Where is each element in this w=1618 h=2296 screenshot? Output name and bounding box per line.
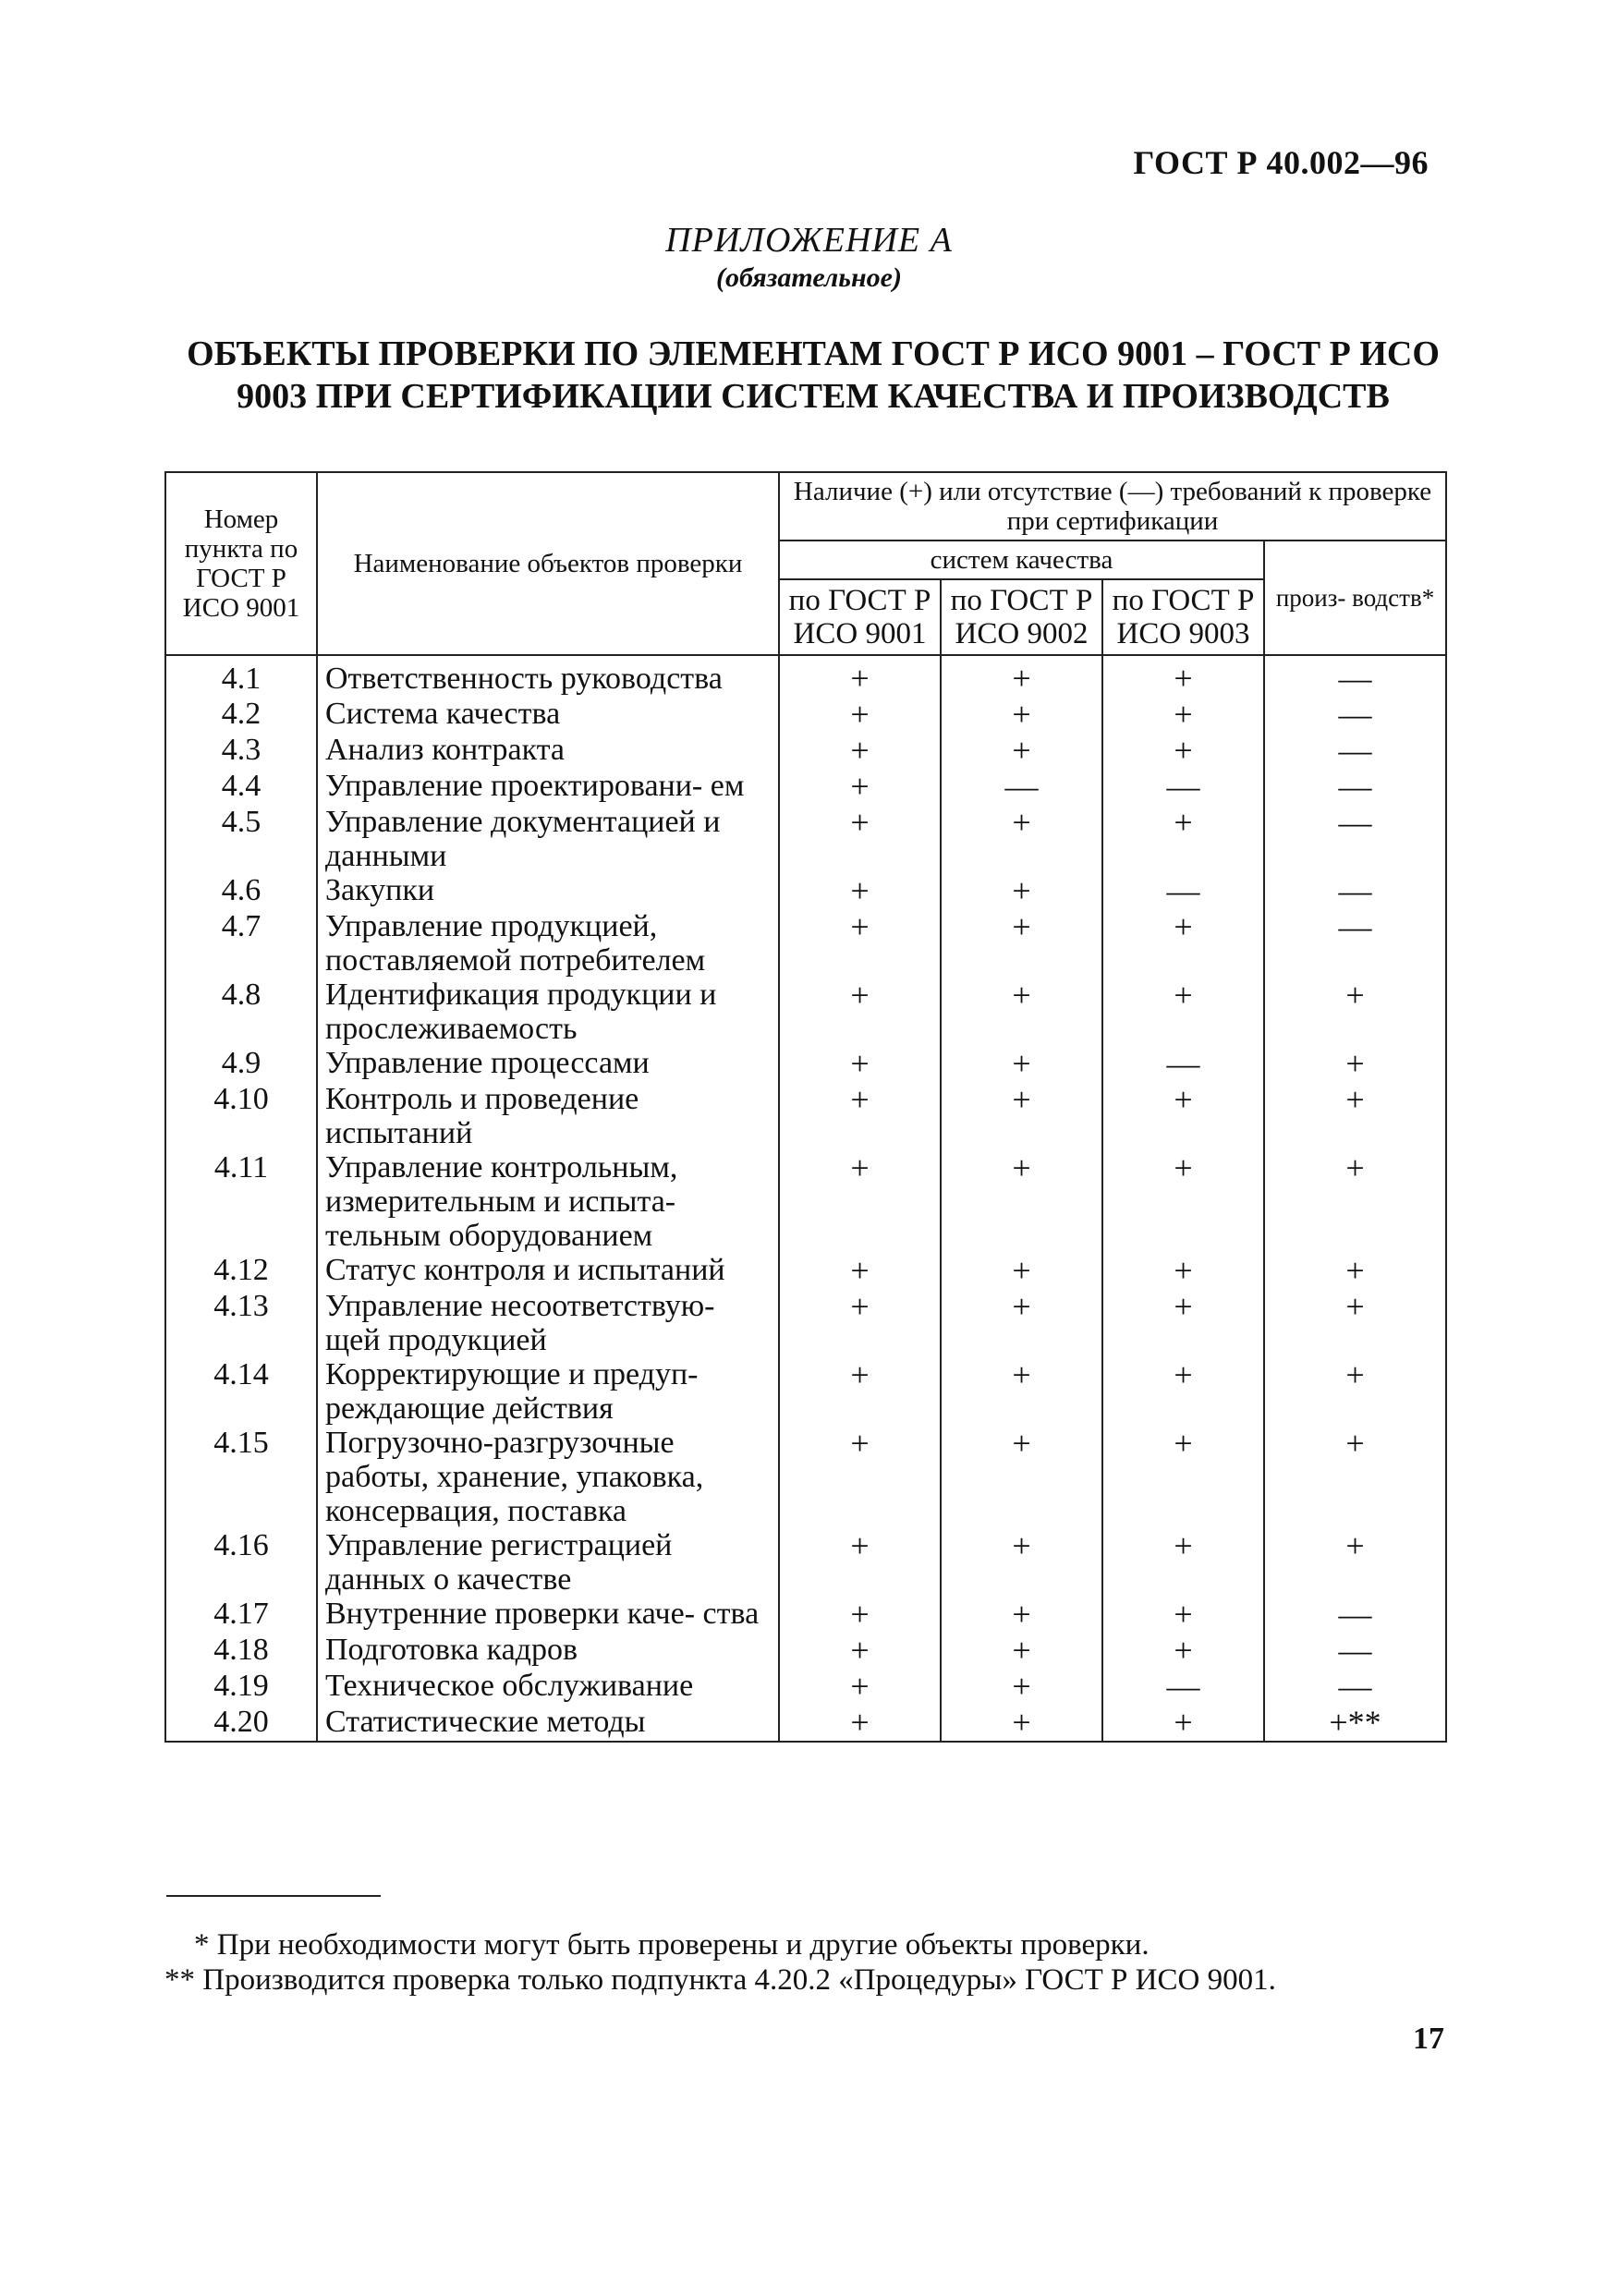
header-clause-number: Номер пункта по ГОСТ Р ИСО 9001: [165, 472, 317, 655]
mark-iso-9002: +: [941, 1426, 1102, 1528]
mark-iso-9001: +: [779, 1633, 941, 1669]
mark-iso-9003: +: [1102, 1597, 1264, 1633]
mark-iso-9003: +: [1102, 805, 1264, 873]
mark-iso-9001: +: [779, 873, 941, 909]
header-iso-9002: по ГОСТ Р ИСО 9002: [941, 579, 1102, 655]
mark-iso-9001: +: [779, 909, 941, 978]
mark-iso-9003: +: [1102, 1357, 1264, 1426]
mark-iso-9001: +: [779, 805, 941, 873]
mark-iso-9003: +: [1102, 733, 1264, 769]
mark-iso-9002: +: [941, 655, 1102, 697]
object-name: Идентификация продукции и прослеживаемость: [317, 978, 779, 1046]
document-title-line-1: ОБЪЕКТЫ ПРОВЕРКИ ПО ЭЛЕМЕНТАМ ГОСТ Р ИСО 9001 – ГОСТ Р ИСО: [187, 334, 1440, 373]
clause-number: 4.6: [165, 873, 317, 909]
mark-iso-9001: +: [779, 1253, 941, 1289]
object-name: Управление продукцией, поставляемой потребителем: [317, 909, 779, 978]
mark-production: +: [1264, 1082, 1446, 1150]
header-requirements-presence: Наличие (+) или отсутствие (—) требований к проверке при сертификации: [779, 472, 1446, 541]
header-iso-9001: по ГОСТ Р ИСО 9001: [779, 579, 941, 655]
table-row: [165, 697, 1446, 733]
mark-iso-9002: +: [941, 1633, 1102, 1669]
page-number: 17: [1413, 2022, 1444, 2056]
clause-number: 4.4: [165, 769, 317, 805]
mark-production: +: [1264, 1150, 1446, 1253]
mark-iso-9001: +: [779, 769, 941, 805]
mark-iso-9002: +: [941, 1289, 1102, 1357]
clause-number: 4.20: [165, 1705, 317, 1742]
header-iso-9003: по ГОСТ Р ИСО 9003: [1102, 579, 1264, 655]
clause-number: 4.14: [165, 1357, 317, 1426]
mark-iso-9002: +: [941, 1046, 1102, 1082]
mark-iso-9003: +: [1102, 1253, 1264, 1289]
clause-number: 4.13: [165, 1289, 317, 1357]
mark-iso-9003: +: [1102, 1426, 1264, 1528]
object-name: Техническое обслуживание: [317, 1669, 779, 1705]
mark-iso-9003: +: [1102, 909, 1264, 978]
object-name: Управление документацией и данными: [317, 805, 779, 873]
mark-iso-9003: +: [1102, 1150, 1264, 1253]
clause-number: 4.7: [165, 909, 317, 978]
table-row: [165, 1046, 1446, 1082]
mark-production: —: [1264, 805, 1446, 873]
table-row: [165, 805, 1446, 873]
mark-iso-9003: —: [1102, 873, 1264, 909]
clause-number: 4.12: [165, 1253, 317, 1289]
clause-number: 4.17: [165, 1597, 317, 1633]
mark-iso-9001: +: [779, 1357, 941, 1426]
object-name: Статус контроля и испытаний: [317, 1253, 779, 1289]
mark-iso-9001: +: [779, 1289, 941, 1357]
mark-iso-9002: —: [941, 769, 1102, 805]
mark-iso-9002: +: [941, 1150, 1102, 1253]
clause-number: 4.10: [165, 1082, 317, 1150]
mark-iso-9001: +: [779, 1426, 941, 1528]
inspection-objects-table: [164, 471, 1447, 1743]
mark-iso-9001: +: [779, 1597, 941, 1633]
mark-iso-9003: +: [1102, 978, 1264, 1046]
clause-number: 4.5: [165, 805, 317, 873]
mark-iso-9001: +: [779, 1669, 941, 1705]
mark-production: +: [1264, 1046, 1446, 1082]
table-row: [165, 655, 1446, 697]
clause-number: 4.3: [165, 733, 317, 769]
document-title-line-2: 9003 ПРИ СЕРТИФИКАЦИИ СИСТЕМ КАЧЕСТВА И ПРОИЗВОДСТВ: [237, 377, 1390, 416]
footnote-2: ** Производится проверка только подпункта 4.20.2 «Процедуры» ГОСТ Р ИСО 9001.: [164, 1963, 1276, 1997]
mark-iso-9002: +: [941, 1597, 1102, 1633]
object-name: Ответственность руководства: [317, 655, 779, 697]
table-row: [165, 1289, 1446, 1357]
mark-iso-9003: +: [1102, 1082, 1264, 1150]
table-row: [165, 1597, 1446, 1633]
mark-iso-9001: +: [779, 1082, 941, 1150]
mark-iso-9003: +: [1102, 697, 1264, 733]
table-row: [165, 1528, 1446, 1597]
clause-number: 4.11: [165, 1150, 317, 1253]
header-object-name: Наименование объектов проверки: [317, 472, 779, 655]
mark-production: +: [1264, 978, 1446, 1046]
object-name: Система качества: [317, 697, 779, 733]
table-row: [165, 1253, 1446, 1289]
mark-iso-9003: +: [1102, 1528, 1264, 1597]
table-row: [165, 978, 1446, 1046]
mark-iso-9001: +: [779, 697, 941, 733]
clause-number: 4.16: [165, 1528, 317, 1597]
mark-production: —: [1264, 697, 1446, 733]
object-name: Анализ контракта: [317, 733, 779, 769]
object-name: Внутренние проверки каче- ства: [317, 1597, 779, 1633]
document-code: ГОСТ Р 40.002—96: [1133, 144, 1429, 181]
table-row: [165, 1426, 1446, 1528]
object-name: Подготовка кадров: [317, 1633, 779, 1669]
document-title: [166, 333, 1460, 418]
mark-production: —: [1264, 655, 1446, 697]
clause-number: 4.1: [165, 655, 317, 697]
mark-iso-9002: +: [941, 1253, 1102, 1289]
mark-iso-9001: +: [779, 1528, 941, 1597]
mark-production: —: [1264, 1633, 1446, 1669]
clause-number: 4.18: [165, 1633, 317, 1669]
footnotes: [164, 1927, 1458, 1998]
mark-iso-9002: +: [941, 805, 1102, 873]
clause-number: 4.2: [165, 697, 317, 733]
mark-production: —: [1264, 1597, 1446, 1633]
mark-production: +**: [1264, 1705, 1446, 1742]
mark-iso-9001: +: [779, 1705, 941, 1742]
table-row: [165, 1357, 1446, 1426]
mark-production: +: [1264, 1426, 1446, 1528]
object-name: Управление контрольным, измерительным и испыта- тельным оборудованием: [317, 1150, 779, 1253]
mark-iso-9002: +: [941, 1705, 1102, 1742]
clause-number: 4.9: [165, 1046, 317, 1082]
table-row: [165, 1633, 1446, 1669]
mark-production: —: [1264, 733, 1446, 769]
mark-iso-9002: +: [941, 873, 1102, 909]
mark-iso-9001: +: [779, 978, 941, 1046]
mark-iso-9002: +: [941, 733, 1102, 769]
mark-iso-9003: —: [1102, 769, 1264, 805]
mark-production: —: [1264, 909, 1446, 978]
object-name: Контроль и проведение испытаний: [317, 1082, 779, 1150]
table-row: [165, 1705, 1446, 1742]
mark-iso-9002: +: [941, 1528, 1102, 1597]
clause-number: 4.8: [165, 978, 317, 1046]
clause-number: 4.19: [165, 1669, 317, 1705]
mark-iso-9002: +: [941, 1357, 1102, 1426]
mark-production: +: [1264, 1253, 1446, 1289]
mark-iso-9003: —: [1102, 1046, 1264, 1082]
object-name: Управление проектировани- ем: [317, 769, 779, 805]
mark-iso-9001: +: [779, 733, 941, 769]
mark-iso-9003: +: [1102, 1705, 1264, 1742]
header-quality-systems: систем качества: [779, 541, 1264, 579]
table-body: [165, 655, 1446, 1742]
mark-iso-9002: +: [941, 1082, 1102, 1150]
mark-iso-9001: +: [779, 655, 941, 697]
mark-iso-9001: +: [779, 1150, 941, 1253]
object-name: Управление регистрацией данных о качестве: [317, 1528, 779, 1597]
mark-iso-9003: +: [1102, 1289, 1264, 1357]
appendix-status: (обязательное): [716, 262, 902, 293]
table-row: [165, 1150, 1446, 1253]
mark-production: +: [1264, 1357, 1446, 1426]
footnote-1: * При необходимости могут быть проверены и другие объекты проверки.: [194, 1928, 1150, 1962]
mark-iso-9002: +: [941, 909, 1102, 978]
table-row: [165, 1082, 1446, 1150]
mark-production: —: [1264, 873, 1446, 909]
table-row: [165, 909, 1446, 978]
mark-iso-9003: +: [1102, 1633, 1264, 1669]
header-production: произ- водств*: [1264, 541, 1446, 655]
object-name: Погрузочно-разгрузочные работы, хранение, упаковка, консервация, поставка: [317, 1426, 779, 1528]
mark-iso-9003: —: [1102, 1669, 1264, 1705]
mark-iso-9002: +: [941, 1669, 1102, 1705]
mark-production: —: [1264, 769, 1446, 805]
mark-iso-9002: +: [941, 978, 1102, 1046]
mark-production: —: [1264, 1669, 1446, 1705]
object-name: Управление процессами: [317, 1046, 779, 1082]
mark-production: +: [1264, 1528, 1446, 1597]
table-row: [165, 873, 1446, 909]
mark-iso-9001: +: [779, 1046, 941, 1082]
object-name: Управление несоответствую- щей продукцией: [317, 1289, 779, 1357]
footnote-separator: [166, 1895, 381, 1897]
table-row: [165, 733, 1446, 769]
object-name: Корректирующие и предуп- реждающие действия: [317, 1357, 779, 1426]
mark-iso-9003: +: [1102, 655, 1264, 697]
table-row: [165, 769, 1446, 805]
table-row: [165, 1669, 1446, 1705]
appendix-title: ПРИЛОЖЕНИЕ А: [665, 221, 953, 260]
mark-production: +: [1264, 1289, 1446, 1357]
mark-iso-9002: +: [941, 697, 1102, 733]
object-name: Закупки: [317, 873, 779, 909]
clause-number: 4.15: [165, 1426, 317, 1528]
object-name: Статистические методы: [317, 1705, 779, 1742]
